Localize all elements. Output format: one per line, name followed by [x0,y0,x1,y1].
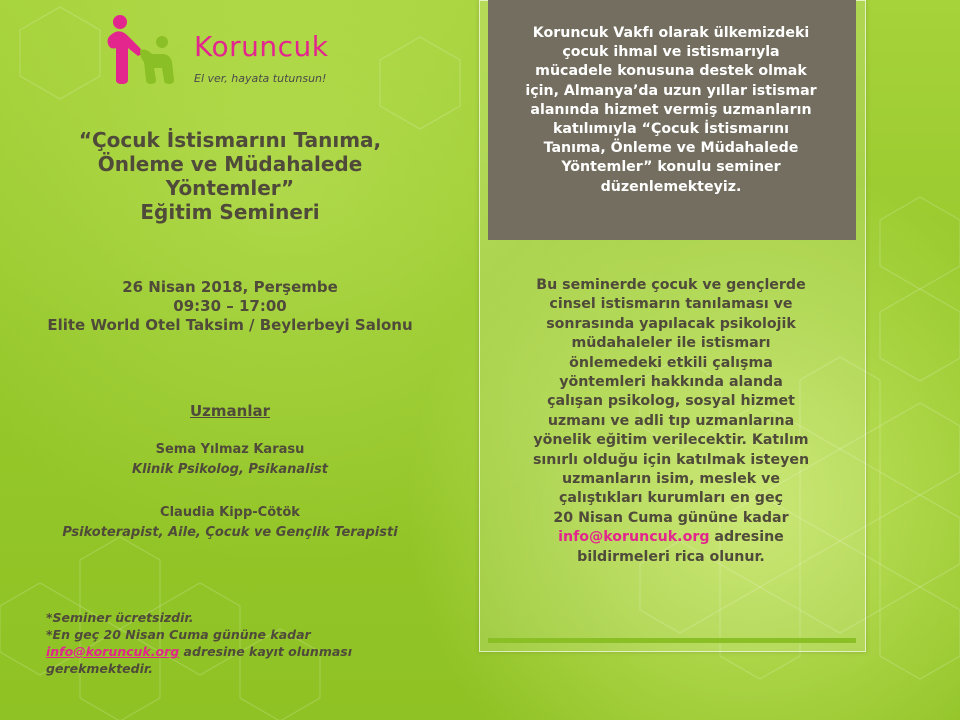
details-line: Bu seminerde çocuk ve gençlerde [536,277,806,293]
koruncuk-logo [106,14,336,84]
details-line: bildirmeleri rica olunur. [577,548,765,565]
intro-line: çocuk ihmal ve istismarıyla [562,44,780,61]
details-text [496,276,846,567]
intro-line: mücadele konusuna destek olmak [535,63,807,80]
intro-line: Tanıma, Önleme ve Müdahalede [543,140,799,157]
intro-line: Koruncuk Vakfı olarak ülkemizdeki [532,25,810,41]
intro-line: için, Almanya’da uzun yıllar istismar [525,82,817,99]
seminar-date: 26 Nisan 2018, Perşembe [122,278,338,296]
expert-name: Claudia Kipp-Cötök [160,505,300,520]
details-line: müdahaleler ile istismarı [571,335,771,352]
details-line: yönelik eğitim verilecektir. Katılım [533,432,809,449]
seminar-schedule [20,278,440,335]
expert-name: Sema Yılmaz Karasu [155,442,305,457]
note-email-rest: adresine kayıt olunması [179,644,353,659]
seminar-venue: Elite World Otel Taksim / Beylerbeyi Salonu [47,316,413,334]
intro-text [506,24,836,197]
title-line: “Çocuk İstismarını Tanıma, [78,128,382,152]
logo-wordmark: Koruncuk [194,30,329,63]
accent-bar [488,638,856,643]
expert-title: Psikoterapist, Aile, Çocuk ve Gençlik Terapisti [62,525,398,540]
logo-tagline: El ver, hayata tutunsun! [194,72,327,85]
email-link[interactable]: info@koruncuk.org [558,529,710,546]
seminar-title [20,128,440,224]
note-free: *Seminer ücretsizdir. [46,610,194,625]
details-email-line [496,528,846,547]
details-line: yöntemleri hakkında alanda [559,374,783,391]
note-required: gerekmektedir. [46,661,154,676]
details-line: uzmanı ve adli tıp uzmanlarına [547,412,795,429]
title-line: Önleme ve Müdahalede [97,152,363,176]
experts-heading: Uzmanlar [189,402,270,420]
details-line: cinsel istismarın tanılaması ve [549,296,793,313]
title-line: Yöntemler” [165,176,295,200]
details-line: 20 Nisan Cuma gününe kadar [553,509,789,526]
details-line: uzmanların isim, meslek ve [561,471,780,488]
email-link[interactable]: info@koruncuk.org [46,644,180,659]
details-line: sınırlı olduğu için katılmak isteyen [532,451,810,468]
intro-line: Yöntemler” konulu seminer [561,159,781,176]
koruncuk-figures-icon [106,14,190,84]
details-line: önlemedeki etkili çalışma [569,354,773,371]
registration-notes [46,609,446,677]
details-email-suffix: adresine [709,529,784,546]
details-line: çalışan psikolog, sosyal hizmet [547,393,795,410]
intro-line: katılımıyla “Çocuk İstismarını [552,121,789,138]
seminar-info [20,128,440,335]
intro-line: alanında hizmet vermiş uzmanların [530,101,812,118]
title-line: Eğitim Semineri [140,200,320,224]
note-email-line [46,643,446,660]
note-deadline: *En geç 20 Nisan Cuma gününe kadar [46,627,311,642]
experts-section [20,402,440,540]
details-line: sonrasında yapılacak psikolojik [546,315,796,332]
details-line: çalıştıkları kurumları en geç [559,490,783,507]
seminar-time: 09:30 – 17:00 [173,297,287,315]
expert-title: Klinik Psikolog, Psikanalist [132,462,328,477]
intro-line: düzenlemekteyiz. [600,178,742,195]
